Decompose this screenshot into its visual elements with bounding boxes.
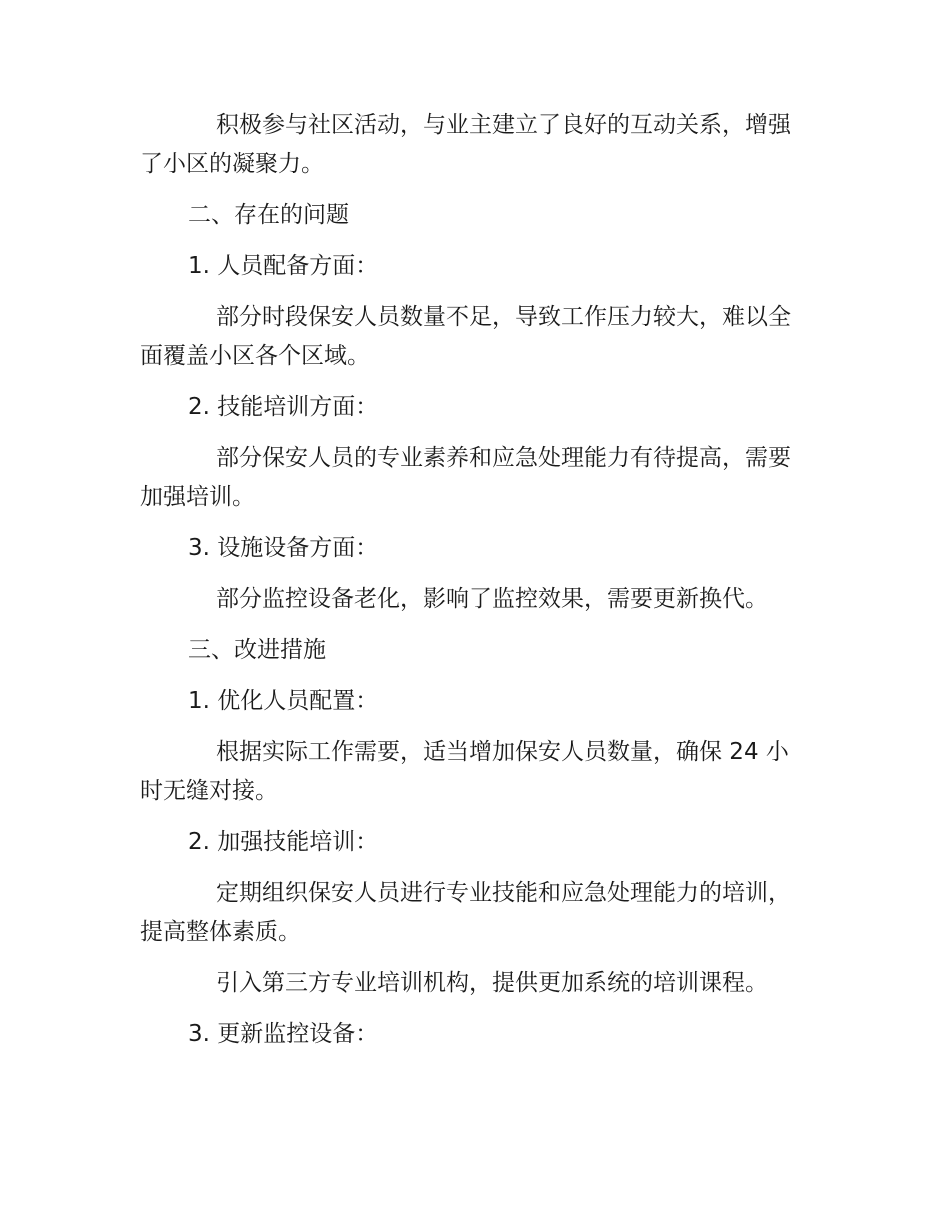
section-heading-improvements: 三、改进措施	[188, 637, 326, 663]
subheading-strengthen-training: 2. 加强技能培训：	[188, 829, 379, 855]
paragraph-training-issue: 部分保安人员的专业素养和应急处理能力有待提高，需要加强培训。	[140, 445, 791, 510]
subheading-update-equipment: 3. 更新监控设备：	[188, 1021, 379, 1047]
subheading-staffing: 1. 人员配备方面：	[188, 253, 379, 279]
paragraph-third-party-training: 引入第三方专业培训机构，提供更加系统的培训课程。	[216, 970, 768, 996]
section-heading-problems: 二、存在的问题	[188, 202, 349, 228]
paragraph-staffing-issue: 部分时段保安人员数量不足，导致工作压力较大，难以全面覆盖小区各个区域。	[140, 304, 791, 369]
paragraph-regular-training: 定期组织保安人员进行专业技能和应急处理能力的培训，提高整体素质。	[140, 880, 791, 945]
subheading-facilities: 3. 设施设备方面：	[188, 535, 379, 561]
paragraph-optimize-staffing: 根据实际工作需要，适当增加保安人员数量，确保 24 小时无缝对接。	[140, 739, 789, 804]
paragraph-facilities-issue: 部分监控设备老化，影响了监控效果，需要更新换代。	[216, 586, 768, 612]
subheading-skills-training: 2. 技能培训方面：	[188, 394, 379, 420]
paragraph-community-activities: 积极参与社区活动，与业主建立了良好的互动关系，增强了小区的凝聚力。	[140, 112, 791, 177]
document-body	[140, 106, 810, 1066]
subheading-optimize-staffing: 1. 优化人员配置：	[188, 688, 379, 714]
